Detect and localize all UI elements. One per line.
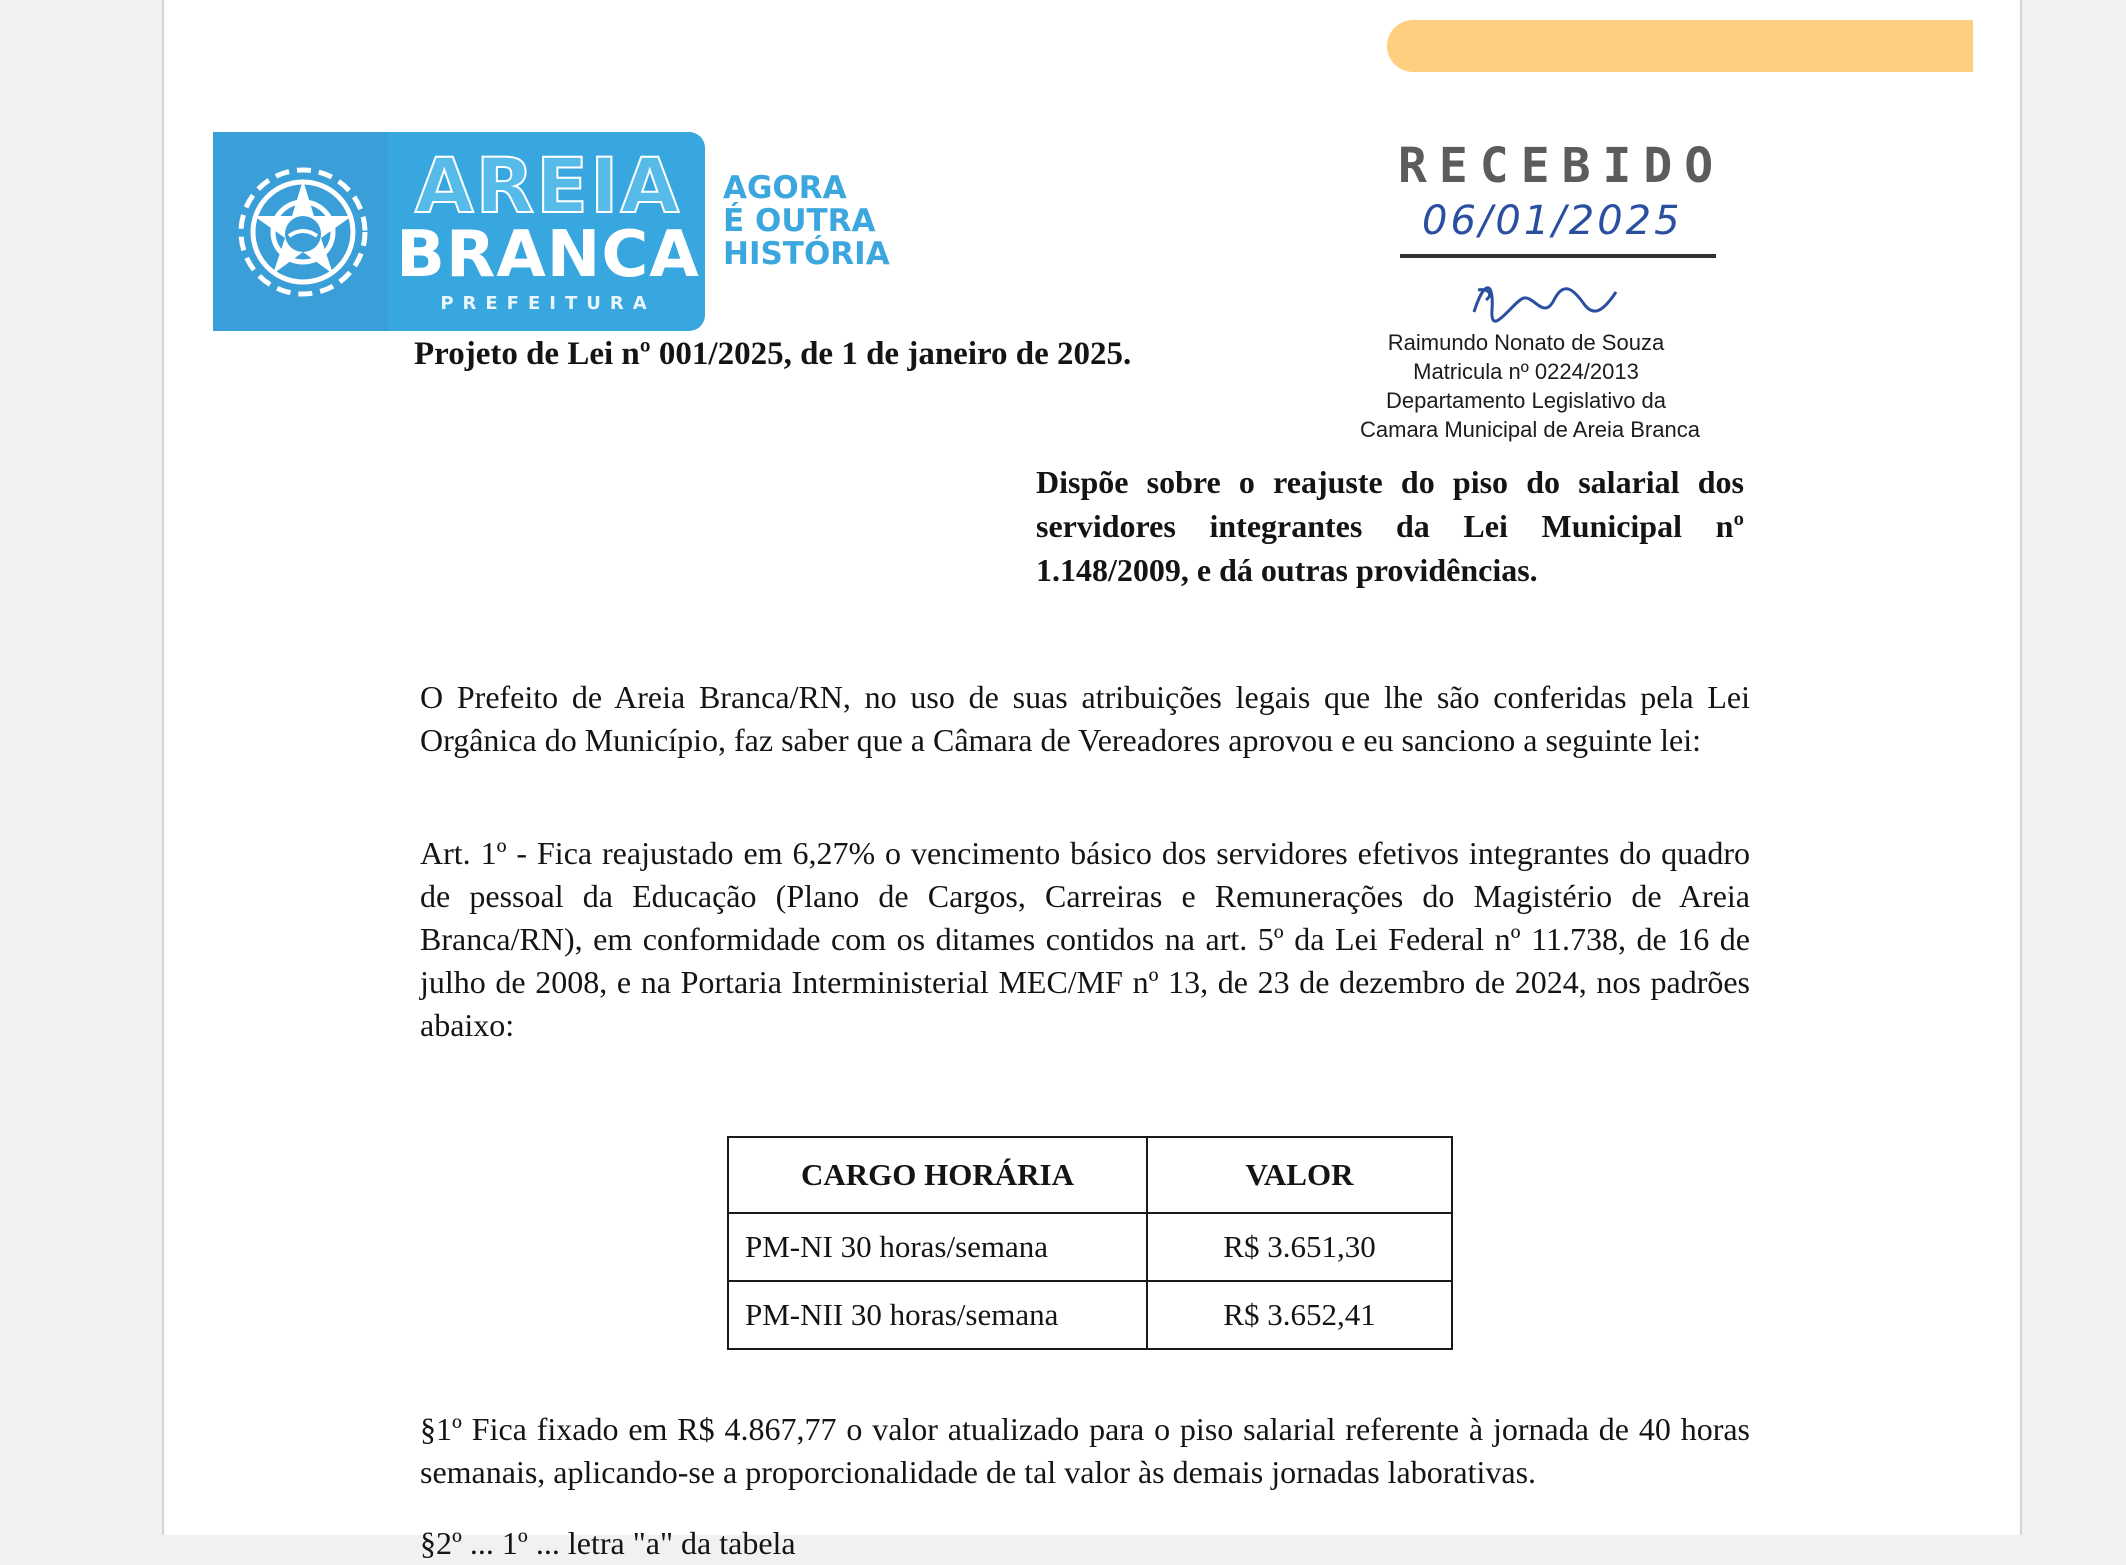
table-cell-valor: R$ 3.652,41 — [1147, 1281, 1452, 1349]
slogan-line: HISTÓRIA — [723, 236, 890, 272]
slogan-line: AGORA — [723, 170, 847, 206]
slogan-line: É OUTRA — [723, 203, 876, 239]
stamp-details — [1360, 328, 1700, 444]
document-title: Projeto de Lei nº 001/2025, de 1 de janeiro de 2025. — [414, 336, 1132, 372]
gear-star-icon — [213, 132, 388, 331]
highlight-strip — [1387, 20, 1973, 72]
paragraph-1: §1º Fica fixado em R$ 4.867,77 o valor atualizado para o piso salarial referente à jornada de 40 horas semanais, aplicando-se a proporcionalidade de tal valor às demais jornadas laborativas. — [420, 1411, 1750, 1490]
table-row — [728, 1281, 1452, 1349]
stamp-line: Matricula nº 0224/2013 — [1413, 359, 1639, 384]
logo-line-2: BRANCA — [396, 218, 700, 292]
stamp-line: Departamento Legislativo da — [1385, 388, 1667, 413]
table-header-cargo: CARGO HORÁRIA — [728, 1137, 1147, 1213]
table-cell-cargo: PM-NII 30 horas/semana — [728, 1281, 1147, 1349]
logo-line-1: AREIA — [414, 141, 682, 230]
logo-wordmark — [391, 132, 705, 331]
stamp-line: Camara Municipal de Areia Branca — [1360, 417, 1700, 442]
logo-emblem — [213, 132, 388, 331]
logo-line-3: PREFEITURA — [440, 293, 656, 314]
signature-icon — [1464, 270, 1624, 330]
stamp-underline — [1400, 254, 1716, 258]
table-header-valor: VALOR — [1147, 1137, 1452, 1213]
cut-off-text-line: §2º ... 1º ... letra "a" da tabela — [420, 1525, 796, 1561]
table-cell-cargo: PM-NI 30 horas/semana — [728, 1213, 1147, 1281]
stamp-title: RECEBIDO — [1398, 138, 1726, 194]
logo-slogan — [723, 172, 923, 271]
salary-table — [727, 1136, 1453, 1350]
stamp-date: 06/01/2025 — [1422, 198, 1683, 244]
article-1-paragraph: Art. 1º - Fica reajustado em 6,27% o vencimento básico dos servidores efetivos integrantes do quadro de pessoal da Educação (Plano de Cargos, Carreiras e Remunerações do Magistério de Areia Branca/RN), em conformidade com os ditames contidos na art. 5º da Lei Federal nº 11.738, de 16 de julho de 2008, e na Portaria Interministerial MEC/MF nº 13, de 23 de dezembro de 2024, nos padrões abaixo: — [420, 835, 1750, 1043]
table-header-row — [728, 1137, 1452, 1213]
table-cell-valor: R$ 3.651,30 — [1147, 1213, 1452, 1281]
document-ementa: Dispõe sobre o reajuste do piso do salarial dos servidores integrantes da Lei Municipal nº 1.148/2009, e dá outras providências. — [1036, 464, 1744, 588]
preamble-paragraph: O Prefeito de Areia Branca/RN, no uso de suas atribuições legais que lhe são conferidas pela Lei Orgânica do Município, faz saber que a Câmara de Vereadores aprovou e eu sanciono a seguinte lei: — [420, 679, 1750, 758]
prefeitura-logo — [213, 132, 705, 331]
stamp-line: Raimundo Nonato de Souza — [1387, 330, 1665, 355]
table-row — [728, 1213, 1452, 1281]
